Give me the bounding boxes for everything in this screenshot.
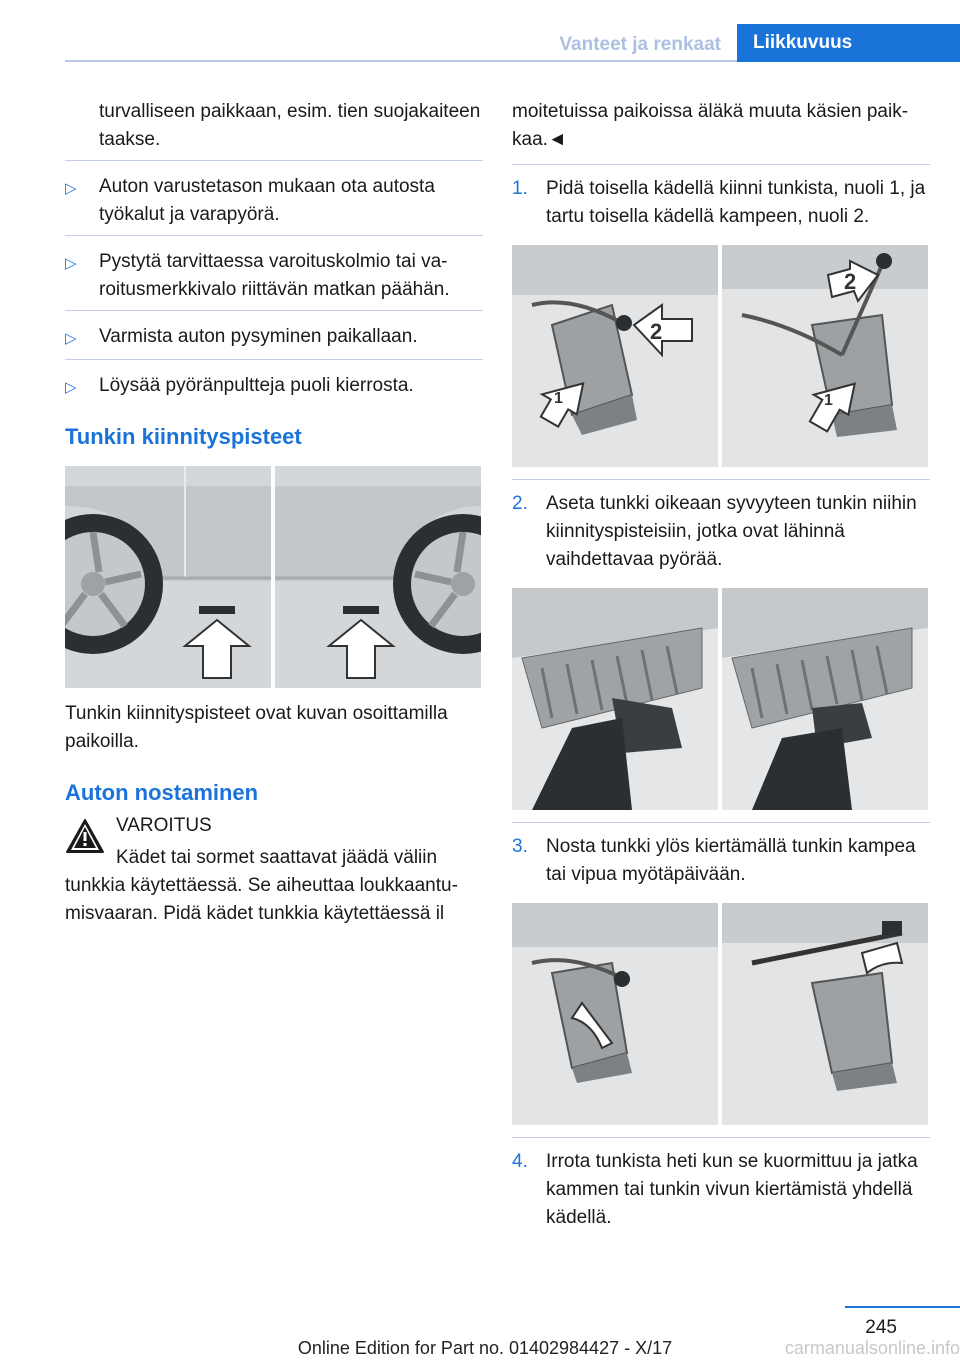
- warning-block: [65, 812, 483, 928]
- header-chapter-tab: Liikkuvuus: [737, 24, 960, 62]
- right-intro-text: moitetuissa paikoissa äläkä muuta käsien paikkaa.◄: [512, 101, 909, 150]
- arrow-label: 1: [554, 390, 563, 407]
- arrow-label: 2: [650, 319, 663, 344]
- jack-step2-illustration: [512, 588, 928, 810]
- step-text: Nosta tunkki ylös kiertämällä tunkin kampea tai vipua myötäpäivään.: [546, 836, 916, 885]
- step-item: [512, 164, 930, 239]
- jack-points-illustration: [65, 466, 481, 688]
- step-text: Irrota tunkista heti kun se kuormittuu ja jatka kammen tai tunkin vivun kiertämistä yhdellä kädellä.: [546, 1151, 918, 1228]
- page-number: 245: [865, 1317, 897, 1338]
- step-item: [512, 822, 930, 897]
- warning-triangle-icon: [65, 818, 105, 863]
- step-text: Aseta tunkki oikeaan syvyyteen tunkin niihin kiinnityspisteisiin, jotka ovat lähinnä vaihdettavaa pyörää.: [546, 493, 917, 570]
- header-section-title: Vanteet ja renkaat: [559, 34, 721, 55]
- step-text: Pidä toisella kädellä kiinni tunkista, nuoli 1, ja tartu toisella kädellä kampeen, nuoli 2.: [546, 178, 926, 227]
- bullet-item: [65, 160, 483, 235]
- jack-step3-illustration: [512, 903, 928, 1125]
- triangle-bullet-icon: ▷: [65, 330, 77, 347]
- footer-rule: [845, 1306, 960, 1308]
- step-number: 3.: [512, 836, 528, 857]
- left-intro-text: turvalliseen paikkaan, esim. tien suojakaiteen taakse.: [99, 101, 481, 150]
- triangle-bullet-icon: ▷: [65, 379, 77, 396]
- step-number: 1.: [512, 178, 528, 199]
- edition-footer: Online Edition for Part no. 01402984427 - X/17: [297, 1338, 673, 1358]
- bullet-text: Auton varustetason mukaan ota autosta työkalut ja varapyörä.: [99, 176, 435, 225]
- bullet-text: Löysää pyöränpultteja puoli kierrosta.: [99, 375, 414, 396]
- warning-body: tunkkia käytettäessä. Se aiheuttaa loukkaantumisvaaran. Pidä kädet tunkkia käytettäessä il: [65, 875, 458, 924]
- step-item: [512, 479, 930, 582]
- arrow-label: 1: [824, 392, 833, 409]
- jack-points-caption: Tunkin kiinnityspisteet ovat kuvan osoittamilla paikoilla.: [65, 703, 448, 752]
- bullet-item: [65, 359, 483, 408]
- step-number: 2.: [512, 493, 528, 514]
- step-number: 4.: [512, 1151, 528, 1172]
- bullet-text: Pystytä tarvittaessa varoituskolmio tai varoitusmerkkivalo riittävän matkan päähän.: [99, 251, 450, 300]
- watermark: carmanualsonline.info: [784, 1338, 960, 1358]
- right-column: [512, 98, 930, 1240]
- bullet-item: [65, 235, 483, 310]
- bullet-item: [65, 310, 483, 359]
- warning-title: VAROITUS: [116, 815, 212, 836]
- section-heading-jack-points: Tunkin kiinnityspisteet: [65, 424, 302, 449]
- step-item: [512, 1137, 930, 1240]
- section-heading-lifting: Auton nostaminen: [65, 780, 259, 805]
- triangle-bullet-icon: ▷: [65, 180, 77, 197]
- arrow-label: 2: [844, 269, 857, 294]
- jack-step1-illustration: [512, 245, 928, 467]
- warning-first-line: Kädet tai sormet saattavat jäädä väliin: [116, 847, 438, 868]
- left-column: [65, 98, 483, 928]
- triangle-bullet-icon: ▷: [65, 255, 77, 272]
- bullet-text: Varmista auton pysyminen paikallaan.: [99, 326, 418, 347]
